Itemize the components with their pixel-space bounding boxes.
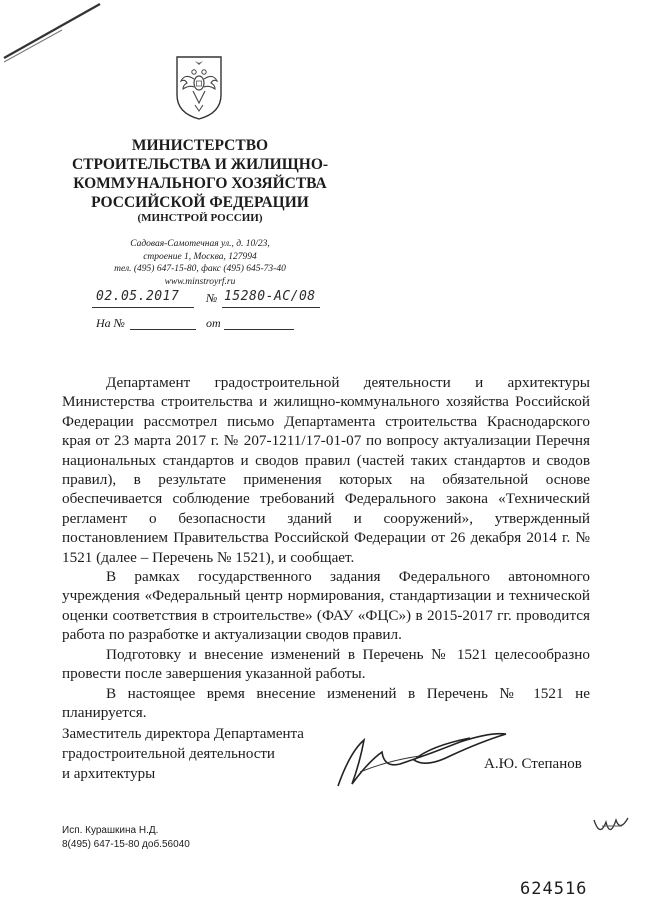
signatory-position [62, 724, 304, 784]
executor-phone: 8(495) 647-15-80 доб.56040 [62, 839, 190, 850]
body-paragraph: В рамках государственного задания Федерального автономного учреждения «Федеральный центр нормирования, стандартизации и технической оценки соответствия в строительстве» (ФАУ «ФЦС») в 2015-2017 гг. проводится работа по разработке и актуализации сводов правил. [62, 568, 590, 644]
address-line: строение 1, Москва, 127994 [143, 251, 257, 262]
executor-name: Исп. Курашкина Н.Д. [62, 825, 159, 836]
body-paragraph: Подготовку и внесение изменений в Перечень № 1521 целесообразно провести после завершения указанной работы. [62, 645, 590, 683]
letter-body [62, 373, 590, 722]
address-line: www.minstroyrf.ru [164, 276, 236, 287]
from-label: от [206, 316, 221, 330]
outgoing-number-label: № [206, 291, 218, 305]
position-line: и архитектуры [62, 766, 156, 782]
ministry-line: КОММУНАЛЬНОГО ХОЗЯЙСТВА [73, 175, 327, 192]
handwritten-signature [330, 712, 510, 802]
handwritten-mark [592, 812, 632, 842]
from-underline [224, 329, 294, 330]
executor-info [62, 824, 190, 852]
outgoing-number: 15280-АС/08 [224, 289, 316, 304]
ministry-short-name: (МИНСТРОЙ РОССИИ) [137, 212, 263, 224]
ministry-line: СТРОИТЕЛЬСТВА И ЖИЛИЩНО- [71, 156, 329, 173]
reference-underline [130, 329, 196, 330]
position-line: Заместитель директора Департамента [62, 726, 304, 742]
scan-artifact-stroke [2, 0, 102, 80]
body-paragraph: В настоящее время внесение изменений в Перечень № 1521 не планируется. [62, 684, 590, 721]
address-line: тел. (495) 647-15-80, факс (495) 645-73-40 [114, 264, 286, 274]
date-underline [92, 307, 194, 308]
outgoing-date: 02.05.2017 [96, 289, 180, 304]
signatory-name: А.Ю. Степанов [484, 756, 582, 772]
position-line: градостроительной деятельности [62, 746, 275, 762]
ministry-address [60, 238, 340, 288]
ministry-line: РОССИЙСКОЙ ФЕДЕРАЦИИ [91, 194, 309, 211]
number-underline [222, 307, 320, 308]
ministry-name [60, 136, 340, 212]
coat-of-arms-emblem [171, 55, 227, 121]
reference-label: На № [96, 316, 125, 330]
ministry-line: МИНИСТЕРСТВО [131, 137, 269, 154]
document-number: 624516 [520, 879, 588, 899]
body-paragraph: Департамент градостроительной деятельности и архитектуры Министерства строительства и жилищно-коммунального хозяйства Российской Федерации рассмотрел письмо Департамента строительства Краснодарского края от 23 марта 2017 г. № 207-1211/17-01-07 по вопросу актуализации Перечня национальных стандартов и сводов правил (частей таких стандартов и сводов правил), в результате применения которых на обязательной основе обеспечивается соблюдение требований Федерального закона «Технический регламент о безопасности зданий и сооружений», утвержденный постановлением Правительства Российской Федерации от 26 декабря 2014 г. № 1521 (далее – Перечень № 1521), и сообщает. [62, 374, 590, 566]
address-line: Садовая-Самотечная ул., д. 10/23, [130, 239, 270, 249]
